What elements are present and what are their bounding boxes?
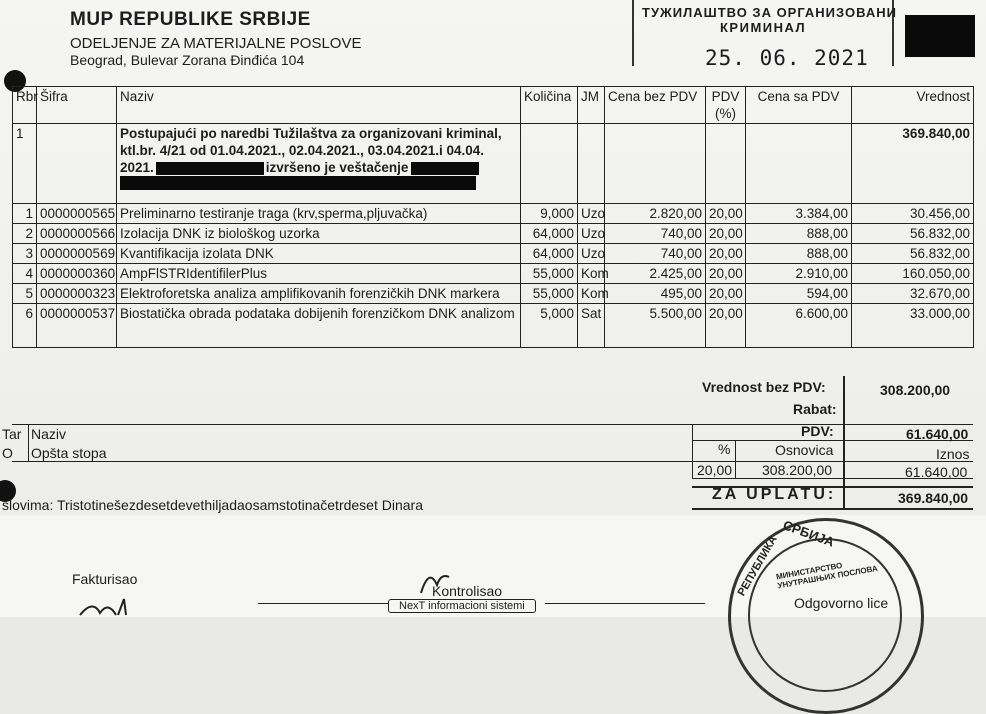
tax-tar-header: Tar: [2, 426, 22, 442]
bez-pdv-label: Vrednost bez PDV:: [702, 379, 826, 395]
row-kolicina: 9,000: [521, 204, 578, 224]
col-sifra: Šifra: [37, 87, 117, 124]
row-sifra: 0000000323: [37, 284, 117, 304]
row-sifra: 0000000537: [37, 304, 117, 348]
row-cenapdv: 3.384,00: [746, 204, 852, 224]
row-cenapdv: 594,00: [746, 284, 852, 304]
table-row: [13, 244, 974, 264]
row-jm: Sat: [578, 304, 605, 348]
tax-row-osnovica: 308.200,00: [762, 462, 833, 478]
row-jm: Uzo: [578, 224, 605, 244]
col-rbr: Rbr: [13, 87, 37, 124]
col-cena: Cena bez PDV: [605, 87, 706, 124]
totals-divider: [843, 376, 845, 510]
row-pdv: 20,00: [706, 304, 746, 348]
tax-pct-header: %: [718, 441, 731, 457]
table-row: [13, 224, 974, 244]
row-vrednost: 32.670,00: [852, 284, 974, 304]
row-pdv: 20,00: [706, 284, 746, 304]
divider: [692, 508, 973, 510]
signature-scribble: [78, 595, 168, 617]
row-jm: Kom: [578, 264, 605, 284]
row-pdv: 20,00: [706, 244, 746, 264]
za-uplatu-value: 369.840,00: [898, 490, 969, 506]
col-naziv: Naziv: [117, 87, 521, 124]
row-naziv: AmpFlSTRIdentifilerPlus: [117, 264, 521, 284]
table-row: [13, 264, 974, 284]
divider: [28, 424, 29, 461]
row-jm: Uzo: [578, 204, 605, 224]
row-naziv: Biostatička obrada podataka dobijenih forenzičkom DNK analizom: [117, 304, 521, 348]
row-vrednost: 30.456,00: [852, 204, 974, 224]
row-sifra: 0000000565: [37, 204, 117, 224]
row-vrednost: 33.000,00: [852, 304, 974, 348]
tax-row-pct: 20,00: [697, 462, 733, 478]
divider: [735, 440, 736, 478]
address: Beograd, Bulevar Zorana Đinđića 104: [70, 52, 305, 68]
row-pdv: 20,00: [706, 264, 746, 284]
software-credit: NexT informacioni sistemi: [388, 599, 536, 613]
col-cenapdv: Cena sa PDV: [746, 87, 852, 124]
seal-text-bottom: МИНИСТАРСТВО УНУТРАШЊИХ ПОСЛОВА: [775, 560, 879, 591]
row-cenapdv: 6.600,00: [746, 304, 852, 348]
table-row: [13, 284, 974, 304]
col-pdv: PDV (%): [706, 87, 746, 124]
row-cenapdv: 2.910,00: [746, 264, 852, 284]
org-name: MUP REPUBLIKE SRBIJE: [70, 9, 311, 30]
redaction-box: [905, 15, 975, 57]
main-desc-line2: ktl.br. 4/21 od 01.04.2021., 02.04.2021., 03.04.2021.i 04.04.: [120, 143, 485, 158]
row-kolicina: 64,000: [521, 244, 578, 264]
row-pdv: 20,00: [706, 204, 746, 224]
row-cena: 495,00: [605, 284, 706, 304]
row-cenapdv: 888,00: [746, 224, 852, 244]
row-kolicina: 55,000: [521, 284, 578, 304]
stamp-line1: ТУЖИЛАШТВО ЗА ОРГАНИЗОВАНИ: [642, 5, 897, 20]
table-row: [13, 204, 974, 224]
row-naziv: Izolacija DNK iz biološkog uzorka: [117, 224, 521, 244]
amount-in-words: slovima: Tristotinešezdesetdevethiljadaosamstotinačetrdeset Dinara: [2, 497, 423, 513]
row-kolicina: 55,000: [521, 264, 578, 284]
fakturisao-label: Fakturisao: [72, 571, 138, 587]
row-cena: 5.500,00: [605, 304, 706, 348]
tax-row-iznos: 61.640,00: [905, 464, 968, 480]
row-sifra: 0000000569: [37, 244, 117, 264]
table-header-row: [13, 87, 974, 124]
odgovorno-lice-label: Odgovorno lice: [794, 595, 889, 611]
row-jm: Uzo: [578, 244, 605, 264]
redaction-box: [120, 176, 476, 190]
row-vrednost: 56.832,00: [852, 244, 974, 264]
signature-line: [258, 603, 388, 604]
za-uplatu-label: ZA UPLATU:: [712, 486, 837, 503]
row-cena: 2.425,00: [605, 264, 706, 284]
main-rbr: 1: [13, 124, 37, 204]
row-cena: 740,00: [605, 244, 706, 264]
row-rbr: 6: [13, 304, 37, 348]
row-cena: 740,00: [605, 224, 706, 244]
row-rbr: 1: [13, 204, 37, 224]
row-rbr: 3: [13, 244, 37, 264]
stamp-date: 25. 06. 2021: [705, 46, 869, 70]
tax-row-tar: O: [2, 445, 13, 461]
row-pdv: 20,00: [706, 224, 746, 244]
row-kolicina: 64,000: [521, 224, 578, 244]
redaction-box: [411, 162, 479, 175]
stamp-line2: КРИМИНАЛ: [720, 20, 807, 35]
pdv-label: PDV:: [801, 423, 834, 439]
col-vrednost: Vrednost: [852, 87, 974, 124]
row-cenapdv: 888,00: [746, 244, 852, 264]
row-naziv: Preliminarno testiranje traga (krv,sperma,pljuvačka): [117, 204, 521, 224]
seal-text-top: СРБИЈА: [781, 517, 837, 550]
tax-osnovica-header: Osnovica: [775, 442, 834, 458]
rabat-label: Rabat:: [793, 401, 837, 417]
row-cena: 2.820,00: [605, 204, 706, 224]
tax-row-naziv: Opšta stopa: [31, 445, 107, 461]
row-naziv: Elektroforetska analiza amplifikovanih forenzičkih DNK markera: [117, 284, 521, 304]
col-jm: JM: [578, 87, 605, 124]
items-table: [12, 86, 974, 348]
row-kolicina: 5,000: [521, 304, 578, 348]
seal-text-left: РЕПУБЛИКА: [735, 533, 780, 599]
bez-pdv-value: 308.200,00: [880, 382, 951, 398]
table-row: [13, 304, 974, 348]
row-rbr: 2: [13, 224, 37, 244]
row-rbr: 4: [13, 264, 37, 284]
main-description: [117, 124, 521, 204]
col-kolicina: Količina: [521, 87, 578, 124]
main-desc-tail: izvršeno je veštačenje: [265, 160, 409, 175]
pdv-value: 61.640,00: [906, 426, 969, 442]
tax-naziv-header: Naziv: [31, 426, 67, 442]
main-desc-year: 2021.: [120, 160, 154, 175]
row-sifra: 0000000360: [37, 264, 117, 284]
tax-iznos-header: Iznos: [936, 446, 970, 462]
divider: [692, 424, 693, 478]
row-vrednost: 160.050,00: [852, 264, 974, 284]
main-row: [13, 124, 974, 204]
redaction-box: [156, 162, 264, 175]
row-rbr: 5: [13, 284, 37, 304]
signature-line: [545, 603, 705, 604]
dept-name: ODELJENJE ZA MATERIJALNE POSLOVE: [70, 35, 362, 52]
main-value: 369.840,00: [852, 124, 974, 204]
row-sifra: 0000000566: [37, 224, 117, 244]
row-jm: Kom: [578, 284, 605, 304]
row-naziv: Kvantifikacija izolata DNK: [117, 244, 521, 264]
kontrolisao-label: Kontrolisao: [432, 583, 503, 599]
row-vrednost: 56.832,00: [852, 224, 974, 244]
main-desc-line1: Postupajući po naredbi Tužilaštva za organizovani kriminal,: [120, 126, 502, 141]
